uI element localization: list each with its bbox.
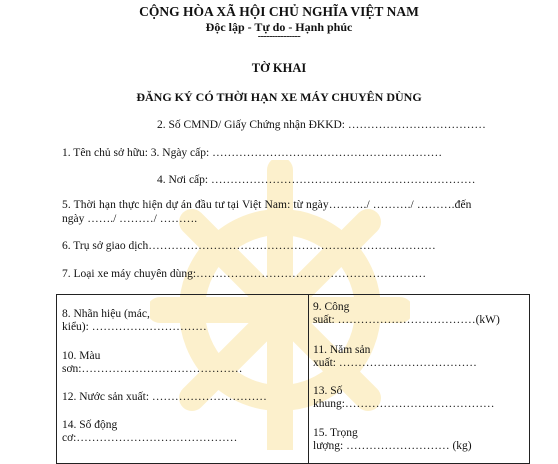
manufacture-year-field[interactable]: 11. Năm sản xuất: ………………………………: [313, 344, 477, 369]
chassis-number-field[interactable]: 13. Số khung:…………………………………: [313, 385, 495, 410]
issue-place-field[interactable]: 4. Nơi cấp: ……………………………………………………………: [157, 174, 476, 186]
country-header: CỘNG HÒA XÃ HỘI CHỦ NGHĨA VIỆT NAM: [139, 4, 419, 19]
form-title: TỜ KHAI: [251, 61, 307, 75]
office-address-field[interactable]: 6. Trụ sở giao dịch…………………………………………………………………: [62, 240, 436, 252]
country-of-manufacture-field[interactable]: 12. Nước sản xuất: …………………………: [62, 391, 267, 403]
project-term-field[interactable]: 5. Thời hạn thực hiện dự án đầu tư tại Việt Nam: từ ngày………./ ………./ ……….đến: [62, 199, 472, 211]
weight-field[interactable]: 15. Trọng lượng: ……………………… (kg): [313, 427, 472, 452]
table-divider: [308, 295, 309, 463]
engine-number-field[interactable]: 14. Số động cơ:……………………………………: [62, 419, 238, 444]
vehicle-info-table: [56, 294, 530, 464]
power-field[interactable]: 9. Công suất: ………………………………(kW): [313, 301, 500, 326]
vehicle-type-field[interactable]: 7. Loại xe máy chuyên dùng:……………………………………………………: [62, 268, 427, 280]
motto: Độc lập - Tự do - Hạnh phúc: [205, 20, 353, 34]
form-subtitle: ĐĂNG KÝ CÓ THỜI HẠN XE MÁY CHUYÊN DÙNG: [136, 90, 422, 104]
project-term-end-field[interactable]: ngày ……./ ………/ ……….: [62, 213, 198, 225]
owner-name-field[interactable]: 1. Tên chủ sở hữu: 3. Ngày cấp: ……………………………………………………: [62, 147, 443, 159]
paint-color-field[interactable]: 10. Màu sơn:……………………………………: [62, 350, 243, 375]
id-number-field[interactable]: 2. Số CMND/ Giấy Chứng nhận ĐKKD: ………………………………: [157, 119, 486, 131]
header-rule: ---------------: [257, 31, 301, 42]
brand-field[interactable]: 8. Nhãn hiệu (mác, kiểu): …………………………: [62, 308, 207, 333]
